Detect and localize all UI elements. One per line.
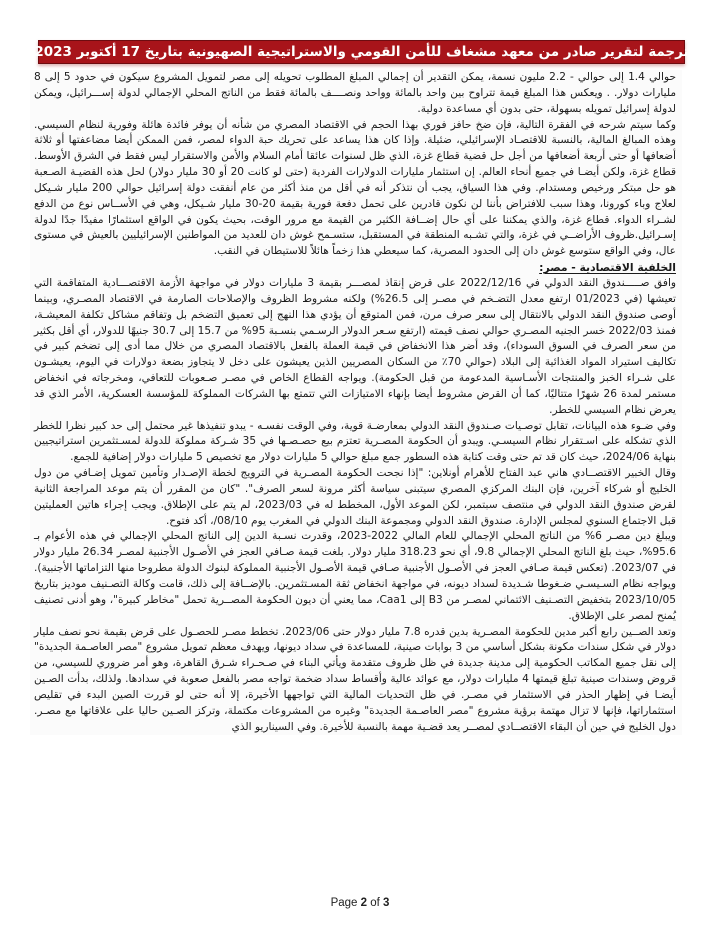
total-page-count: 3 — [383, 897, 390, 909]
paragraph-funding-estimate: حوالي 1.4 إلى حوالي - 2.2 مليون نسمة، يمكن التقدير أن إجمالي المبلغ المطلوب تحويله إلى مصر لتمويل المشروع سيكون في حدود 5 إلى 8 مليارات دولار. . ويعكس هذا المبلغ قيمة تتراوح بين واحد بالمائة وواحد ونصــــف بالمائة فقط من الناتج المحلي الإجمالي لدولة إســـرائيل، ويمكن لدولة إسرائيل تمويله بسهولة، حتى بدون أي مساعدة دولية. — [34, 71, 676, 115]
paragraph-egypt-debt: ويبلغ دين مصـر 6% من الناتج المحلي الإجمالي للعام المالي 2022-2023، وقدرت نسـبة الدين إلى الناتج المحلي الإجمالي في هذه الأعوام بـ 95.6%، حيث بلغ الناتج المحلي الإجمالي 9.8، أي نحو 318.23 مليار دولار. بلغت قيمة صـافي العجز في الأصـول الأجنبية لمصـر 26.34 مليار دولار في 2023/07. (تعكس قيمة صـافي العجز في الأصـول الأجنبية صـافي قيمة الأصـول الأجنبية المملوكة لبنوك الدولة مطروحا منها التزاماتها الأجنبية). ويواجه نظام السـيسـي ضـغوطا شـديدة لسداد ديونه، في مواجهة انخفاض ثقة المسـتثمرين. بالإضــافة إلى ذلك، قامت وكالة التصـنيف موديز بتاريخ 2023/10/05 بتخفيض التصـنيف الائتماني لمصـر من B3 إلى Caa1، مما يعني أن ديون الحكومة المصــرية تحمل "مخاطر كبيرة"، وهو أدنى تصنيف يُمنح لمصر على الإطلاق. — [34, 530, 677, 622]
page-number-footer — [0, 897, 720, 909]
document-body — [30, 70, 682, 735]
page-label-prefix: Page — [330, 897, 361, 909]
paragraph-gaza-investment: وكما سيتم شرحه في الفقرة التالية، فإن ضخ حافز فوري بهذا الحجم في الاقتصاد المصري من شأنه أن يوفر فائدة هائلة وفورية لنظام السيسي. وهذه المبالغ المالية، بالنسبة للاقتصـاد الإسرائيلي، ضئيلة. وإذا كان هذا يساعد على تحريك حبة الدواء لمصر، فمن الممكن أيضا مضاعفتها أو ثلاثة أضعافها أو حتى أربعة أضعافها من أجل حل قضية قطاع غزة، الذي ظل لسنوات عائقا أمام السلام والأمن والاستقرار ليس فقط في الشرق الأوسط. قطاع غزة، ولكن أيضـا في جميع أنحاء العالم. إن استثمار مليارات الدولارات الفردية (حتى لو كانت 20 أو 30 مليار دولار) لحل هذه القضيـة الصـعبة هو حل مبتكر ورخيص ومستدام. وفي هذا السياق، يجب أن نتذكر أنه في أقل من منذ أكثر من عام أنفقت دولة إسرائيل حوالي 200 مليار شـيكل لعلاج وباء كورونا، وهذا سبب للافتراض بأننا لن نكون قادرين على تحمل دفعة فورية بقيمة 20-30 مليار شـيكل، وهي في الأســاس نوع من الدفع لشـراء الدواء. قطاع غزة، والذي يمكننا على أي حال إضــافة الكثير من القيمة مع مرور الوقت، بحيث يكون في الواقع استثمارًا مفيدًا جدًا لدولة إسـرائيل.ظروف الأراضــي في غزة، والتي تشـبه المنطقة في المستقبل، ستسـمح غوش دان للعديد من المواطنين الإسرائيليين بالعيش في مستوى عال، وفي الواقع ستوسع غوش دان إلى الحدود المصرية، كما سيعطي هذا زخماً هائلاً للاستيطان في النقب. — [34, 118, 677, 258]
document-title-bar — [34, 40, 689, 64]
paragraph-imf-loan: وافق صـــــندوق النقد الدولي في 2022/12/16 على قرض إنقاذ لمصـــر بقيمة 3 مليارات دولار في مواجهة الأزمة الاقتصـــادية المتفاقمة التي تعيشها (في 01/2023 ارتفع معدل التضـخم في مصـر إلى 26.5%) ولكنه مشروط الظروف والإصلاحات الصارمة في الاقتصاد المصـري، وبينما أوصى صندوق النقد الدولي بالانتقال إلى سعر صرف مرن، فمن المتوقع أن يؤدي هذا النهج إلى تعميق التضخم بل وتفاقم مشاكل تكلفة المعيشـة، فمنذ 2022/03 خسر الجنيه المصـري حوالي نصف قيمته (ارتفع سـعر الدولار الرسـمي بنسـبة 95% من 15.7 إلى 30.7 جنيهًا للدولار، أي أقل بكثير من سعر الصرف في السوق السوداء)، وقد أضر هذا الانخفاض في قيمة العملة بالفعل بالاقتصاد المصري من خلال مما أدى إلى تضخم كبير في تكاليف استيراد المواد الغذائية إلى البلاد (حوالي 70٪ من السكان المصريين الذين يعيشون على دخل لا يتجاوز بضعة دولارات في اليوم، يعيشـون على شـراء الخبز والمنتجات الأسـاسية المدعومة من قبل الحكومة). ويواجه القطاع الخاص في مصـر صـعوبات للتعافي، ومخرجاته في انخفاض مستمر لمدة 26 شهرًا متتاليًا، كما أن القرض مشروط أيضا بإنهاء الامتيازات التي تتمتع بها الشركات المملوكة للمؤسسة العسكرية، الأمر الذي قد يعرض نظام السيسي للخطر. — [34, 276, 676, 416]
paragraph-china-creditor: وتعد الصــين رابع أكبر مدين للحكومة المصـرية بدين قدره 7.8 مليار دولار حتى 2023/06. تخطط مصـر للحصـول على قرض بقيمة نحو نصف مليار دولار في شكل سندات مكونة بشكل أساسي من 3 بوابات صينية، للمساعدة في سداد ديونها، ويهدف معظم تمويل مشروع "مصر العاصـمة الجديدة" إلى نقل جميع المكاتب الحكومية إلى مدينة جديدة في ظل ظروف متقدمة ويأتي البناء في صـحـراء شـرق القاهرة، وهو أمر ضروري للسيسي، من قروض وسندات صينية تبلغ قيمتها 4 مليارات دولار، مع عوائد عالية وأقساط سداد ضخمة تواجه مصر بالفعل صعوبة في سدادها. ولذلك، بدأت الصـين أيضـا في إظهار الحذر في الاستثمار في مصـر. في ظل التحديات المالية التي تواجهها الأخيرة، إلا أنه حتى لو قررت الصين البدء في تقليص استثماراتها، فإنها لا تزال مهتمة برؤية مشروع "مصر العاصـمة الجديدة" وغيره من المشروعات مكتملة، وتركز الصـين حاليا على علاقاتها مع مصـر. دول الخليج في حين أن البقاء الاقتصــادي لمصــر يعد قضـية مهمة بالنسبة للأخيرة. وفي السيناريو الذي — [34, 625, 676, 733]
paragraph-imf-recommendations: وفي ضـوء هذه البيانات، تقابل توصـيات صـندوق النقد الدولي بمعارضـة قوية، وفي الوقت نفسـه - يبدو تنفيذها غير محتمل إلى حد كبير نظرا للخطر الذي تشكله على اسـتقرار نظام السيسـي. ويبدو أن الحكومة المصـرية تعتزم بيع حصـصـها في 35 شـركة مملوكة للدولة لمسـتثمرين استراتيجيين بنهاية 2024/06، حيث كان قد تم حتى وقت كتابة هذه السطور جمع مبلغ حوالي 5 مليارات دولار مع تخصيص 5 مليارات دولار إضافية للجمع. — [34, 419, 676, 464]
document-title: ترجمة لتقرير صادر من معهد مشغاف للأمن القومي والاستراتيجية الصهيونية بتاريخ 17 أكتوبر 2023 — [34, 44, 689, 60]
current-page-number: 2 — [360, 897, 368, 909]
page-label-separator: of — [367, 897, 384, 909]
section-heading-economic-background: الخلفية الاقتصادية - مصر: — [539, 261, 676, 275]
paragraph-expert-quote: وقال الخبير الاقتصــادي هاني عبد الفتاح للأهرام أونلاين: "إذا نجحت الحكومة المصـرية في الترويج لخطة الإصـدار وتأمين تمويل إضـافي من دول الخليج أو شركاء آخرين، فإن البنك المركزي المصري سيتبنى سياسة أكثر مرونة لسعر الصرف". "كان من المقرر أن يتم موعد المراجعة الثانية لقرض صندوق النقد الدولي في منتصف سبتمبر، لكن الموعد الأول، المخطط له في 2023/03، لم يتم على الإطلاق. ويجب إجراء هاتين العمليتين قبل الاجتماع السنوي لمجلس الإدارة. صندوق النقد الدولي ومجموعة البنك الدولي في المغرب يوم 08/10/، أكد فتوح. — [34, 467, 676, 527]
